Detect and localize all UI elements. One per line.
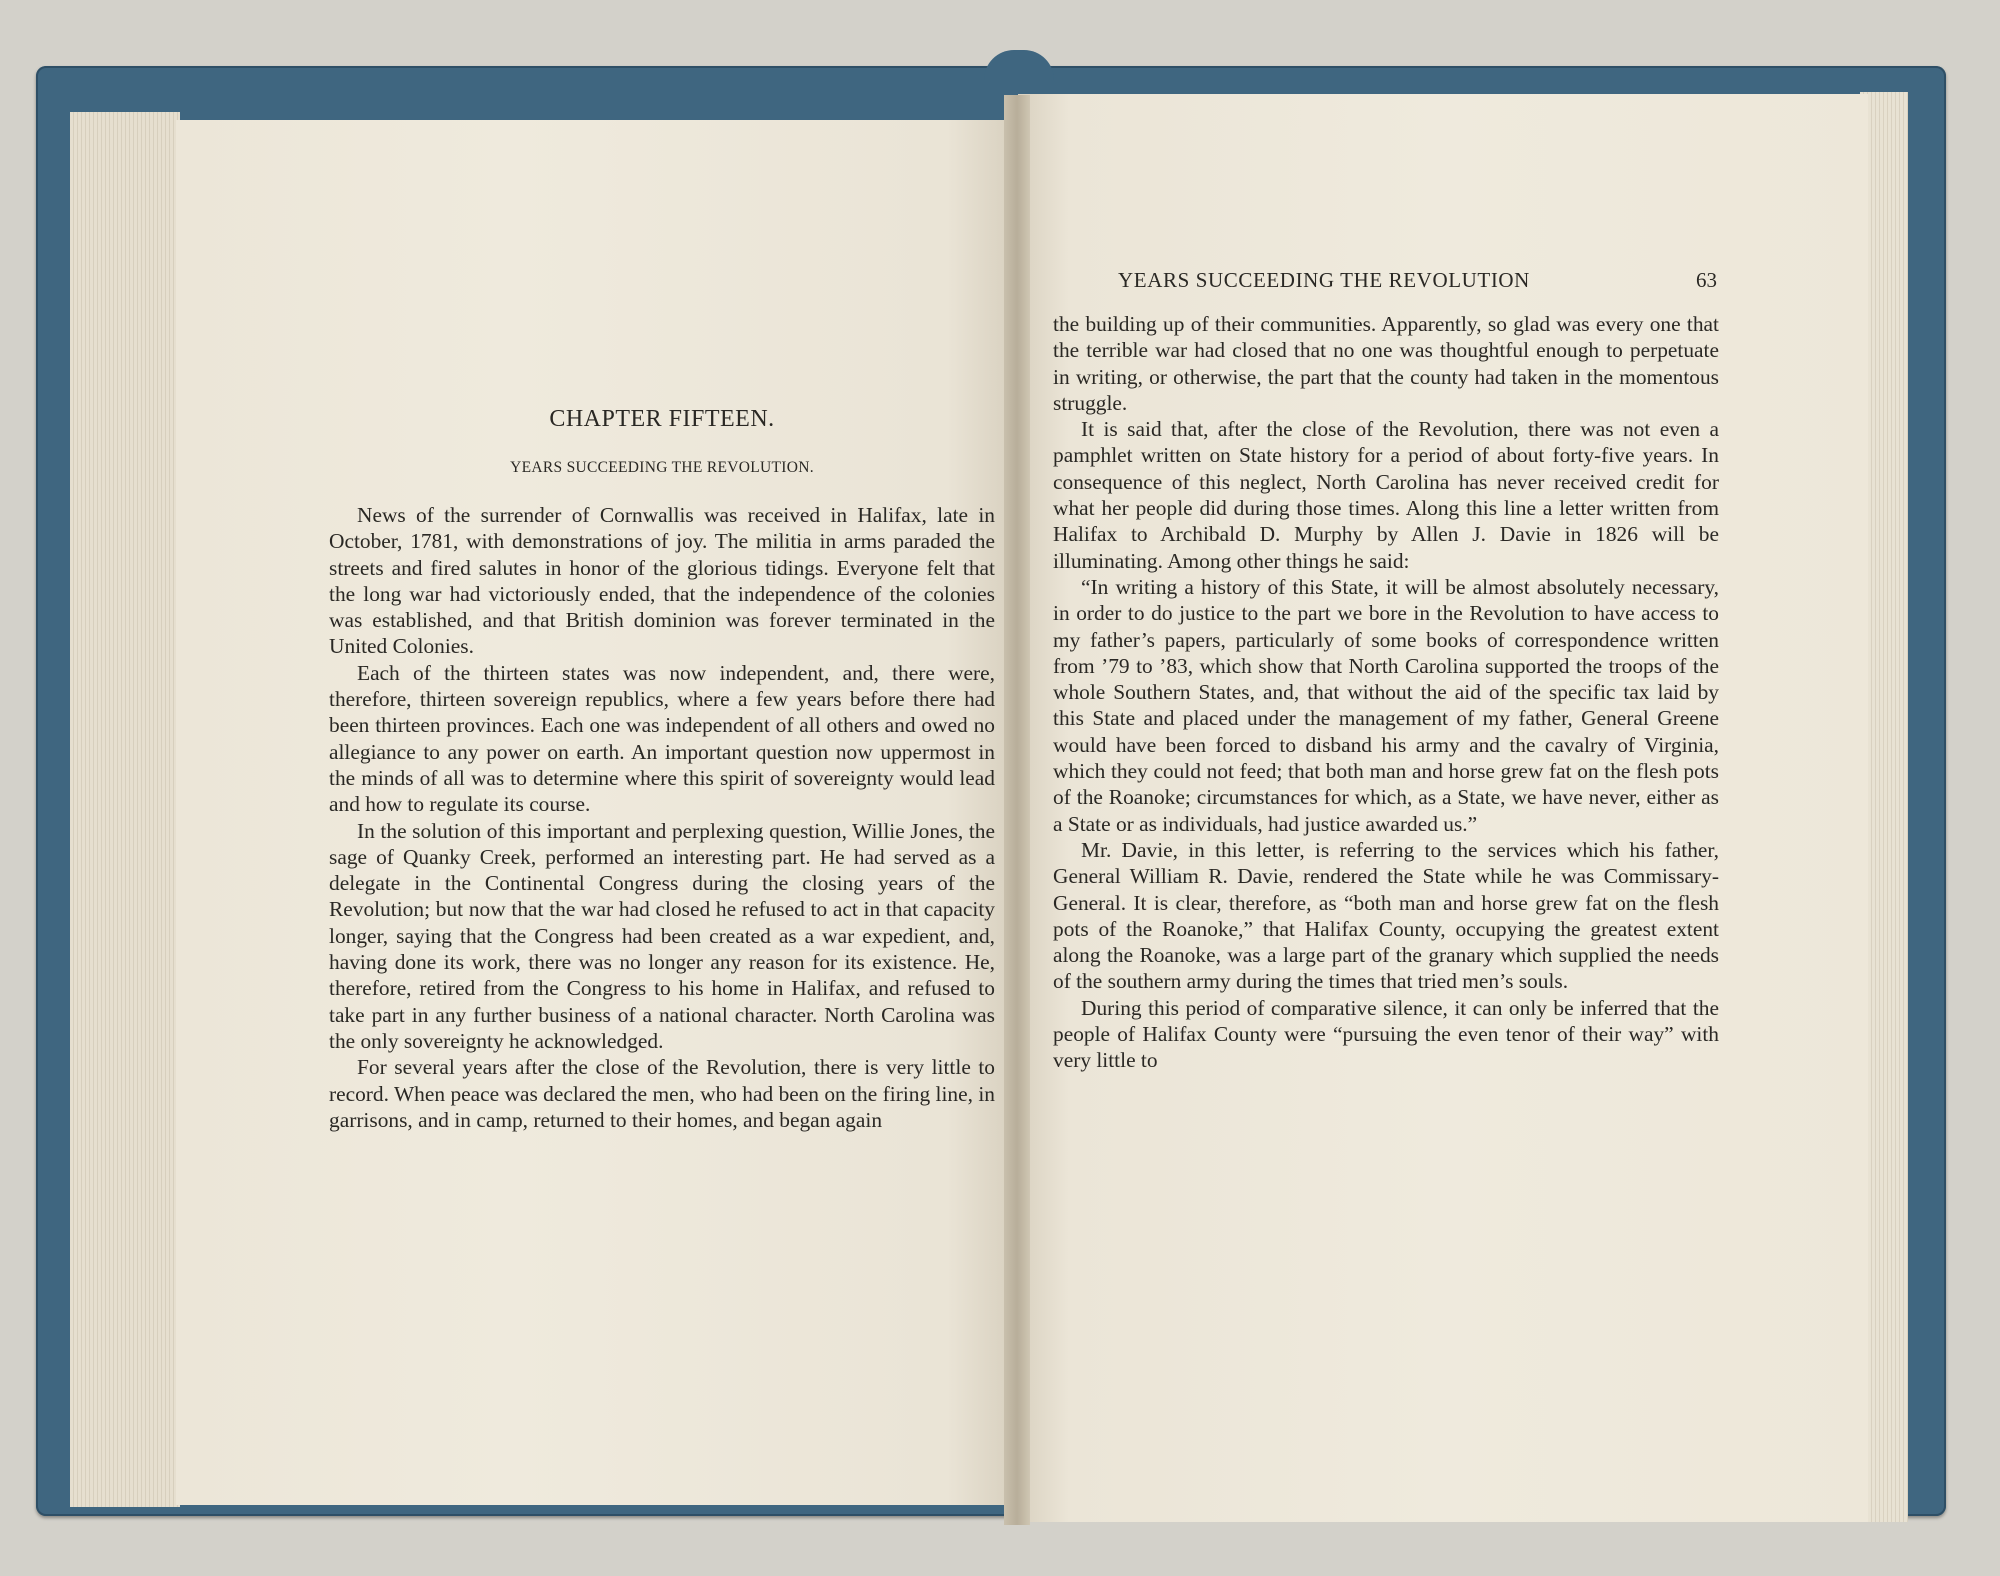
page-number: 63 — [1696, 268, 1717, 292]
quotation-paragraph: “In writing a history of this State, it will be almost absolutely necessary, in order to do justice to the part we bore in the Revolution to have access to my father’s papers, particularly of some books of correspondence written from ’79 to ’83, which show that North Carolina supported the troops of the whole Southern States, and, that without the aid of the specific tax laid by this State and placed under the management of my father, General Greene would have been forced to disband his army and the cavalry of Virginia, which they could not feed; that both man and horse grew fat on the flesh pots of the Roanoke; circumstances for which, as a State, we have never, either as a State or as individuals, had justice awarded us.” — [1053, 574, 1719, 836]
book-gutter — [1004, 95, 1030, 1525]
right-page-body — [1053, 311, 1719, 1074]
paragraph: It is said that, after the close of the Revolution, there was not even a pamphlet written on State history for a period of about forty-five years. In consequence of this neglect, North Carolina has never received credit for what her people did during those times. Along this line a letter written from Halifax to Archibald D. Murphy by Allen J. Davie in 1826 will be illuminating. Among other things he said: — [1053, 417, 1719, 573]
running-head-title: YEARS SUCCEEDING THE REVOLUTION — [1118, 268, 1530, 292]
left-page-edges — [70, 112, 180, 1507]
chapter-title: CHAPTER FIFTEEN. — [549, 406, 775, 432]
paragraph: In the solution of this important and perplexing question, Willie Jones, the sage of Quanky Creek, performed an interesting part. He had served as a delegate in the Continental Congress during the closing years of the Revolution; but now that the war had closed he refused to act in that capacity longer, saying that the Congress had been created as a war expedient, and, having done its work, there was no longer any reason for its existence. He, therefore, retired from the Congress to his home in Halifax, and refused to take part in any further business of a national character. North Carolina was the only sovereignty he acknowledged. — [329, 818, 995, 1053]
paragraph: Each of the thirteen states was now independent, and, there were, therefore, thirteen sovereign republics, where a few years before there had been thirteen provinces. Each one was independent of all others and owed no allegiance to any power on earth. An important question now uppermost in the minds of all was to determine where this spirit of sovereignty would lead and how to regulate its course. — [329, 660, 995, 817]
paragraph-continued: the building up of their communities. Apparently, so glad was every one that the terrible war had closed that no one was thoughtful enough to perpetuate in writing, or otherwise, the part that the county had taken in the momentous struggle. — [1053, 312, 1719, 415]
paragraph: Mr. Davie, in this letter, is referring to the services which his father, General William R. Davie, rendered the State while he was Commissary-General. It is clear, therefore, as “both man and horse grew fat on the flesh pots of the Roanoke,” that Halifax County, occupying the greatest extent along the Roanoke, was a large part of the granary which supplied the needs of the southern army during the times that tried men’s souls. — [1053, 837, 1719, 994]
left-page-body — [329, 502, 995, 1133]
chapter-subtitle: YEARS SUCCEEDING THE REVOLUTION. — [510, 459, 814, 476]
paragraph: During this period of comparative silence, it can only be inferred that the people of Halifax County were “pursuing the even tenor of their way” with very little to — [1053, 995, 1719, 1073]
paragraph: For several years after the close of the Revolution, there is very little to record. When peace was declared the men, who had been on the firing line, in garrisons, and in camp, returned to their homes, and began again — [329, 1055, 995, 1132]
paragraph: News of the surrender of Cornwallis was received in Halifax, late in October, 1781, with demonstrations of joy. The militia in arms paraded the streets and fired salutes in honor of the glorious tidings. Everyone felt that the long war had victoriously ended, that the independence of the colonies was established, and that British dominion was forever terminated in the United Colonies. — [329, 503, 995, 659]
